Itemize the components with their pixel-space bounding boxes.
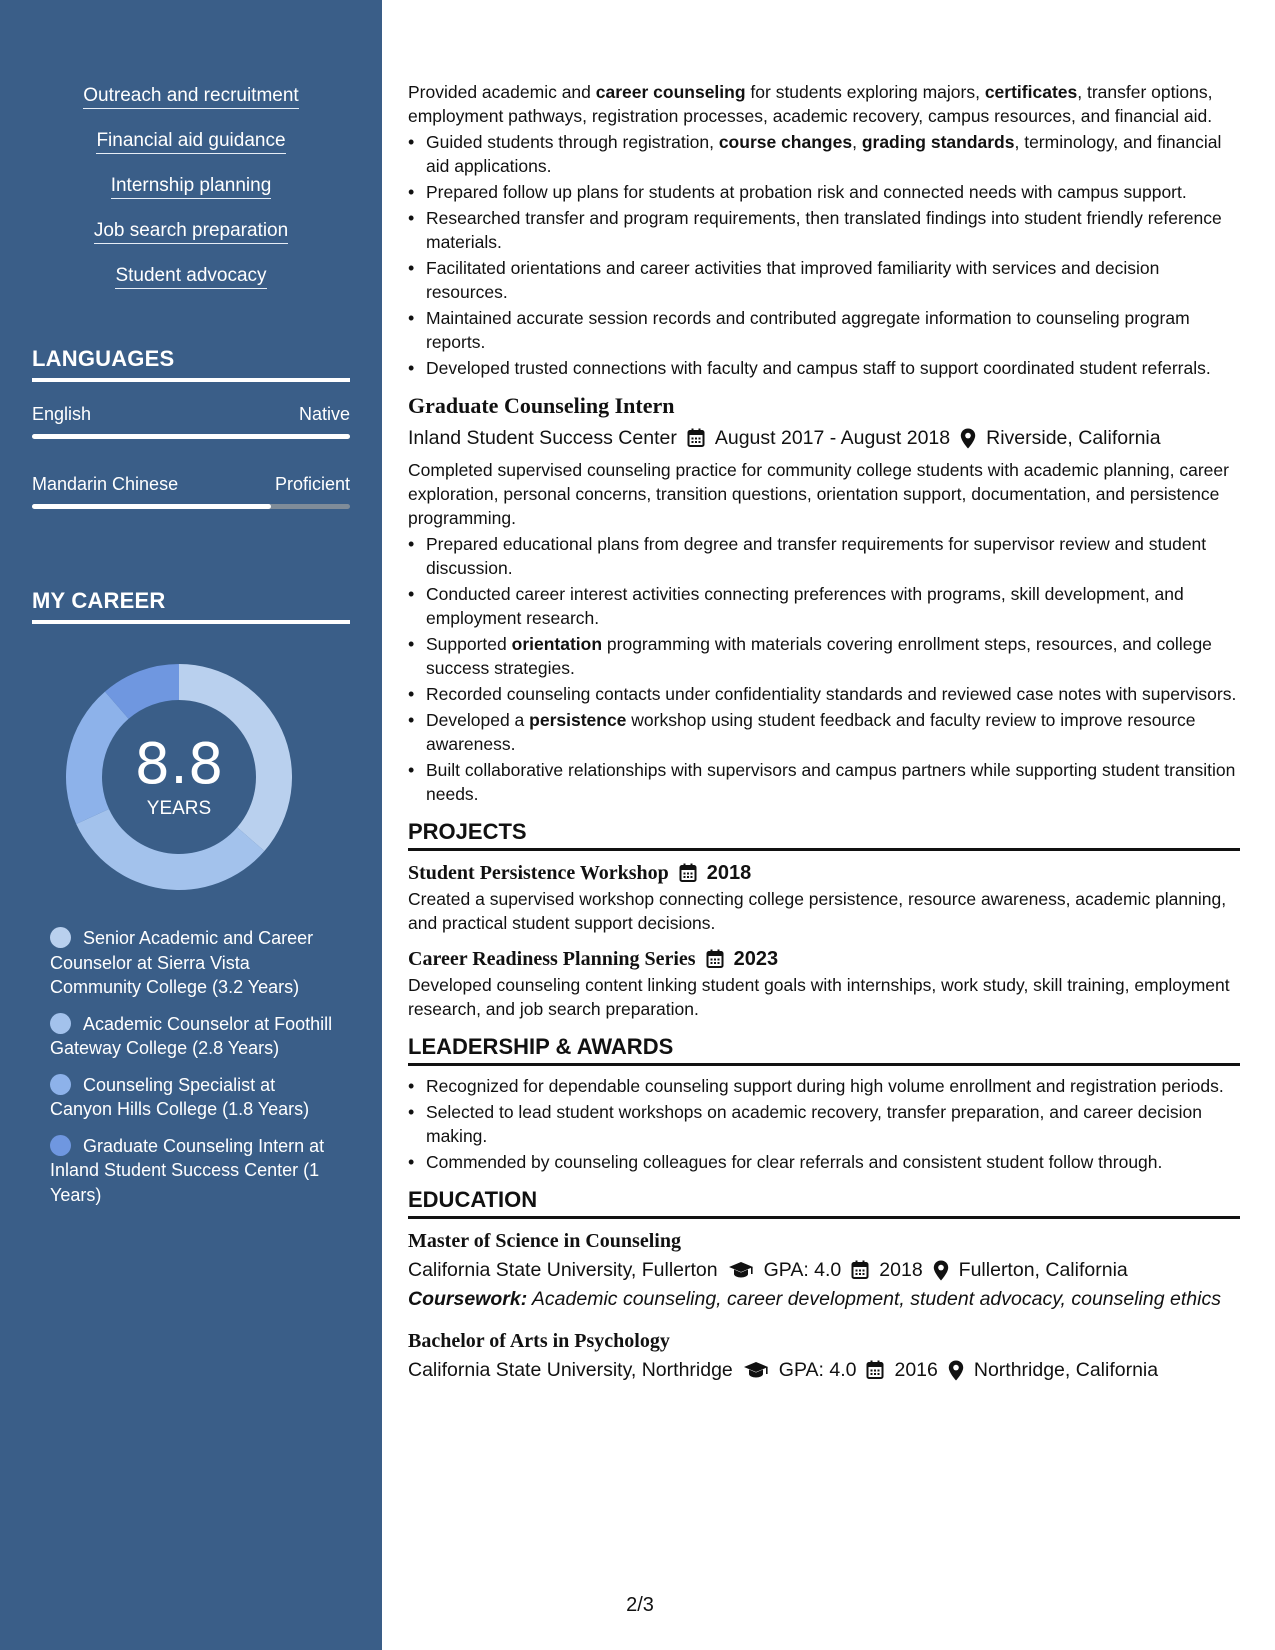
job-bullets	[408, 532, 1240, 806]
career-unit: YEARS	[146, 798, 212, 819]
career-heading: MY CAREER	[32, 588, 350, 624]
project-description: Created a supervised workshop connecting college persistence, resource awareness, academic planning, and practical student support decisions.	[408, 889, 1227, 933]
bullet-item: • Guided students through registration, course changes, grading standards, terminology, and financial aid applications.	[408, 130, 1240, 178]
bullet-item: • Prepared follow up plans for students at probation risk and connected needs with campus support.	[408, 180, 1240, 204]
languages-heading: LANGUAGES	[32, 346, 350, 382]
calendar-icon	[706, 949, 724, 969]
bullet-item: • Researched transfer and program requirements, then translated findings into student friendly reference materials.	[408, 206, 1240, 254]
career-legend-item	[50, 1134, 340, 1208]
bullet-item: • Recorded counseling contacts under confidentiality standards and reviewed case notes with supervisors.	[408, 682, 1240, 706]
project-title: Career Readiness Planning Series	[408, 948, 696, 970]
degree-title: Bachelor of Arts in Psychology	[408, 1330, 670, 1352]
career-legend-text: Senior Academic and Career Counselor at Sierra Vista Community College (3.2 Years)	[50, 928, 314, 997]
sidebar	[0, 0, 382, 1650]
legend-dot	[50, 1135, 71, 1156]
calendar-icon	[851, 1260, 869, 1280]
education-meta	[408, 1355, 1240, 1385]
job-meta	[408, 424, 1240, 452]
location-pin-icon	[948, 1360, 964, 1381]
career-total: 8.8	[134, 732, 224, 797]
school-location: Fullerton, California	[958, 1259, 1128, 1281]
bullet-item: • Developed a persistence workshop using student feedback and faculty review to improve resource awareness.	[408, 708, 1240, 756]
career-legend	[50, 926, 340, 1219]
project-title-row	[408, 859, 1240, 887]
career-legend-text: Academic Counselor at Foothill Gateway College (2.8 Years)	[50, 1013, 333, 1058]
graduation-year: 2018	[879, 1259, 923, 1281]
skill-item: Internship planning	[111, 176, 272, 199]
bullet-item: • Prepared educational plans from degree and transfer requirements for supervisor review and student discussion.	[408, 532, 1240, 580]
location-pin-icon	[960, 428, 976, 449]
job-summary: Completed supervised counseling practice for community college students with academic planning, career exploration, personal concerns, transition questions, orientation support, documentation, and persistence programming.	[408, 460, 1229, 528]
project-title-row	[408, 945, 1240, 973]
language-name: Mandarin Chinese	[32, 474, 179, 494]
career-legend-text: Counseling Specialist at Canyon Hills College (1.8 Years)	[50, 1074, 310, 1119]
location-pin-icon	[933, 1260, 949, 1281]
legend-dot	[50, 1013, 71, 1034]
language-level: Proficient	[274, 474, 350, 494]
skill-item: Financial aid guidance	[96, 131, 285, 154]
career-donut	[66, 664, 292, 890]
job-dates: August 2017 - August 2018	[714, 427, 951, 449]
job-title: Graduate Counseling Intern	[408, 393, 675, 418]
legend-dot	[50, 927, 71, 948]
skill-item: Student advocacy	[115, 266, 266, 289]
graduation-cap-icon	[728, 1261, 754, 1279]
main-content	[408, 80, 1240, 1385]
award-item: • Commended by counseling colleagues for clear referrals and consistent student follow through.	[408, 1150, 1240, 1174]
career-legend-item	[50, 1073, 340, 1122]
project-year: 2018	[706, 862, 752, 884]
bullet-item: • Maintained accurate session records and contributed aggregate information to counseling program reports.	[408, 306, 1240, 354]
skills-list	[0, 86, 382, 311]
school-name: California State University, Northridge	[408, 1359, 733, 1381]
language-row	[32, 404, 350, 425]
career-legend-item	[50, 926, 340, 1000]
coursework-label: Coursework:	[408, 1288, 528, 1310]
job-location: Riverside, California	[986, 427, 1161, 449]
language-bar	[32, 434, 350, 439]
skill-item: Outreach and recruitment	[83, 86, 298, 109]
language-bar-fill	[32, 434, 350, 439]
language-level: Native	[298, 404, 350, 424]
calendar-icon	[687, 428, 705, 448]
school-name: California State University, Fullerton	[408, 1259, 718, 1281]
language-bar-fill	[32, 504, 271, 509]
project-year: 2023	[733, 948, 779, 970]
page-number: 2/3	[626, 1594, 654, 1616]
awards-heading: LEADERSHIP & AWARDS	[408, 1035, 1240, 1066]
skill-item: Job search preparation	[94, 221, 288, 244]
graduation-cap-icon	[743, 1361, 769, 1379]
education-heading: EDUCATION	[408, 1188, 1240, 1219]
job-company: Inland Student Success Center	[408, 427, 677, 449]
awards-list	[408, 1074, 1240, 1174]
bullet-item: • Built collaborative relationships with supervisors and campus partners while supporting student transition needs.	[408, 758, 1240, 806]
intro-paragraph: Provided academic and career counseling for students exploring majors, certificates, transfer options, employment pathways, registration processes, academic recovery, campus resources, and financial aid.	[408, 82, 1213, 126]
education-meta	[408, 1255, 1240, 1285]
bullet-item: • Supported orientation programming with materials covering enrollment steps, resources, and college success strategies.	[408, 632, 1240, 680]
school-location: Northridge, California	[973, 1359, 1159, 1381]
coursework	[408, 1287, 1240, 1311]
projects-heading: PROJECTS	[408, 820, 1240, 851]
career-legend-text: Graduate Counseling Intern at Inland Student Success Center (1 Years)	[50, 1135, 325, 1205]
career-legend-item	[50, 1012, 340, 1061]
graduation-year: 2016	[894, 1359, 938, 1381]
bullet-item: • Conducted career interest activities connecting preferences with programs, skill development, and employment research.	[408, 582, 1240, 630]
bullet-item: • Facilitated orientations and career activities that improved familiarity with services and decision resources.	[408, 256, 1240, 304]
calendar-icon	[679, 863, 697, 883]
bullet-item: • Developed trusted connections with faculty and campus staff to support coordinated student referrals.	[408, 356, 1240, 380]
gpa: GPA: 4.0	[763, 1259, 842, 1281]
donut-segment	[76, 809, 264, 890]
award-item: • Recognized for dependable counseling support during high volume enrollment and registration periods.	[408, 1074, 1240, 1098]
gpa: GPA: 4.0	[778, 1359, 857, 1381]
project-description: Developed counseling content linking student goals with internships, work study, skill training, employment research, and job search preparation.	[408, 975, 1230, 1019]
degree-title: Master of Science in Counseling	[408, 1230, 681, 1252]
legend-dot	[50, 1074, 71, 1095]
language-bar	[32, 504, 350, 509]
project-title: Student Persistence Workshop	[408, 862, 669, 884]
language-row	[32, 474, 350, 495]
calendar-icon	[866, 1360, 884, 1380]
coursework-text: Academic counseling, career development, student advocacy, counseling ethics	[531, 1288, 1221, 1310]
award-item: • Selected to lead student workshops on academic recovery, transfer preparation, and career decision making.	[408, 1100, 1240, 1148]
language-name: English	[32, 404, 92, 424]
experience-bullets	[408, 130, 1240, 380]
